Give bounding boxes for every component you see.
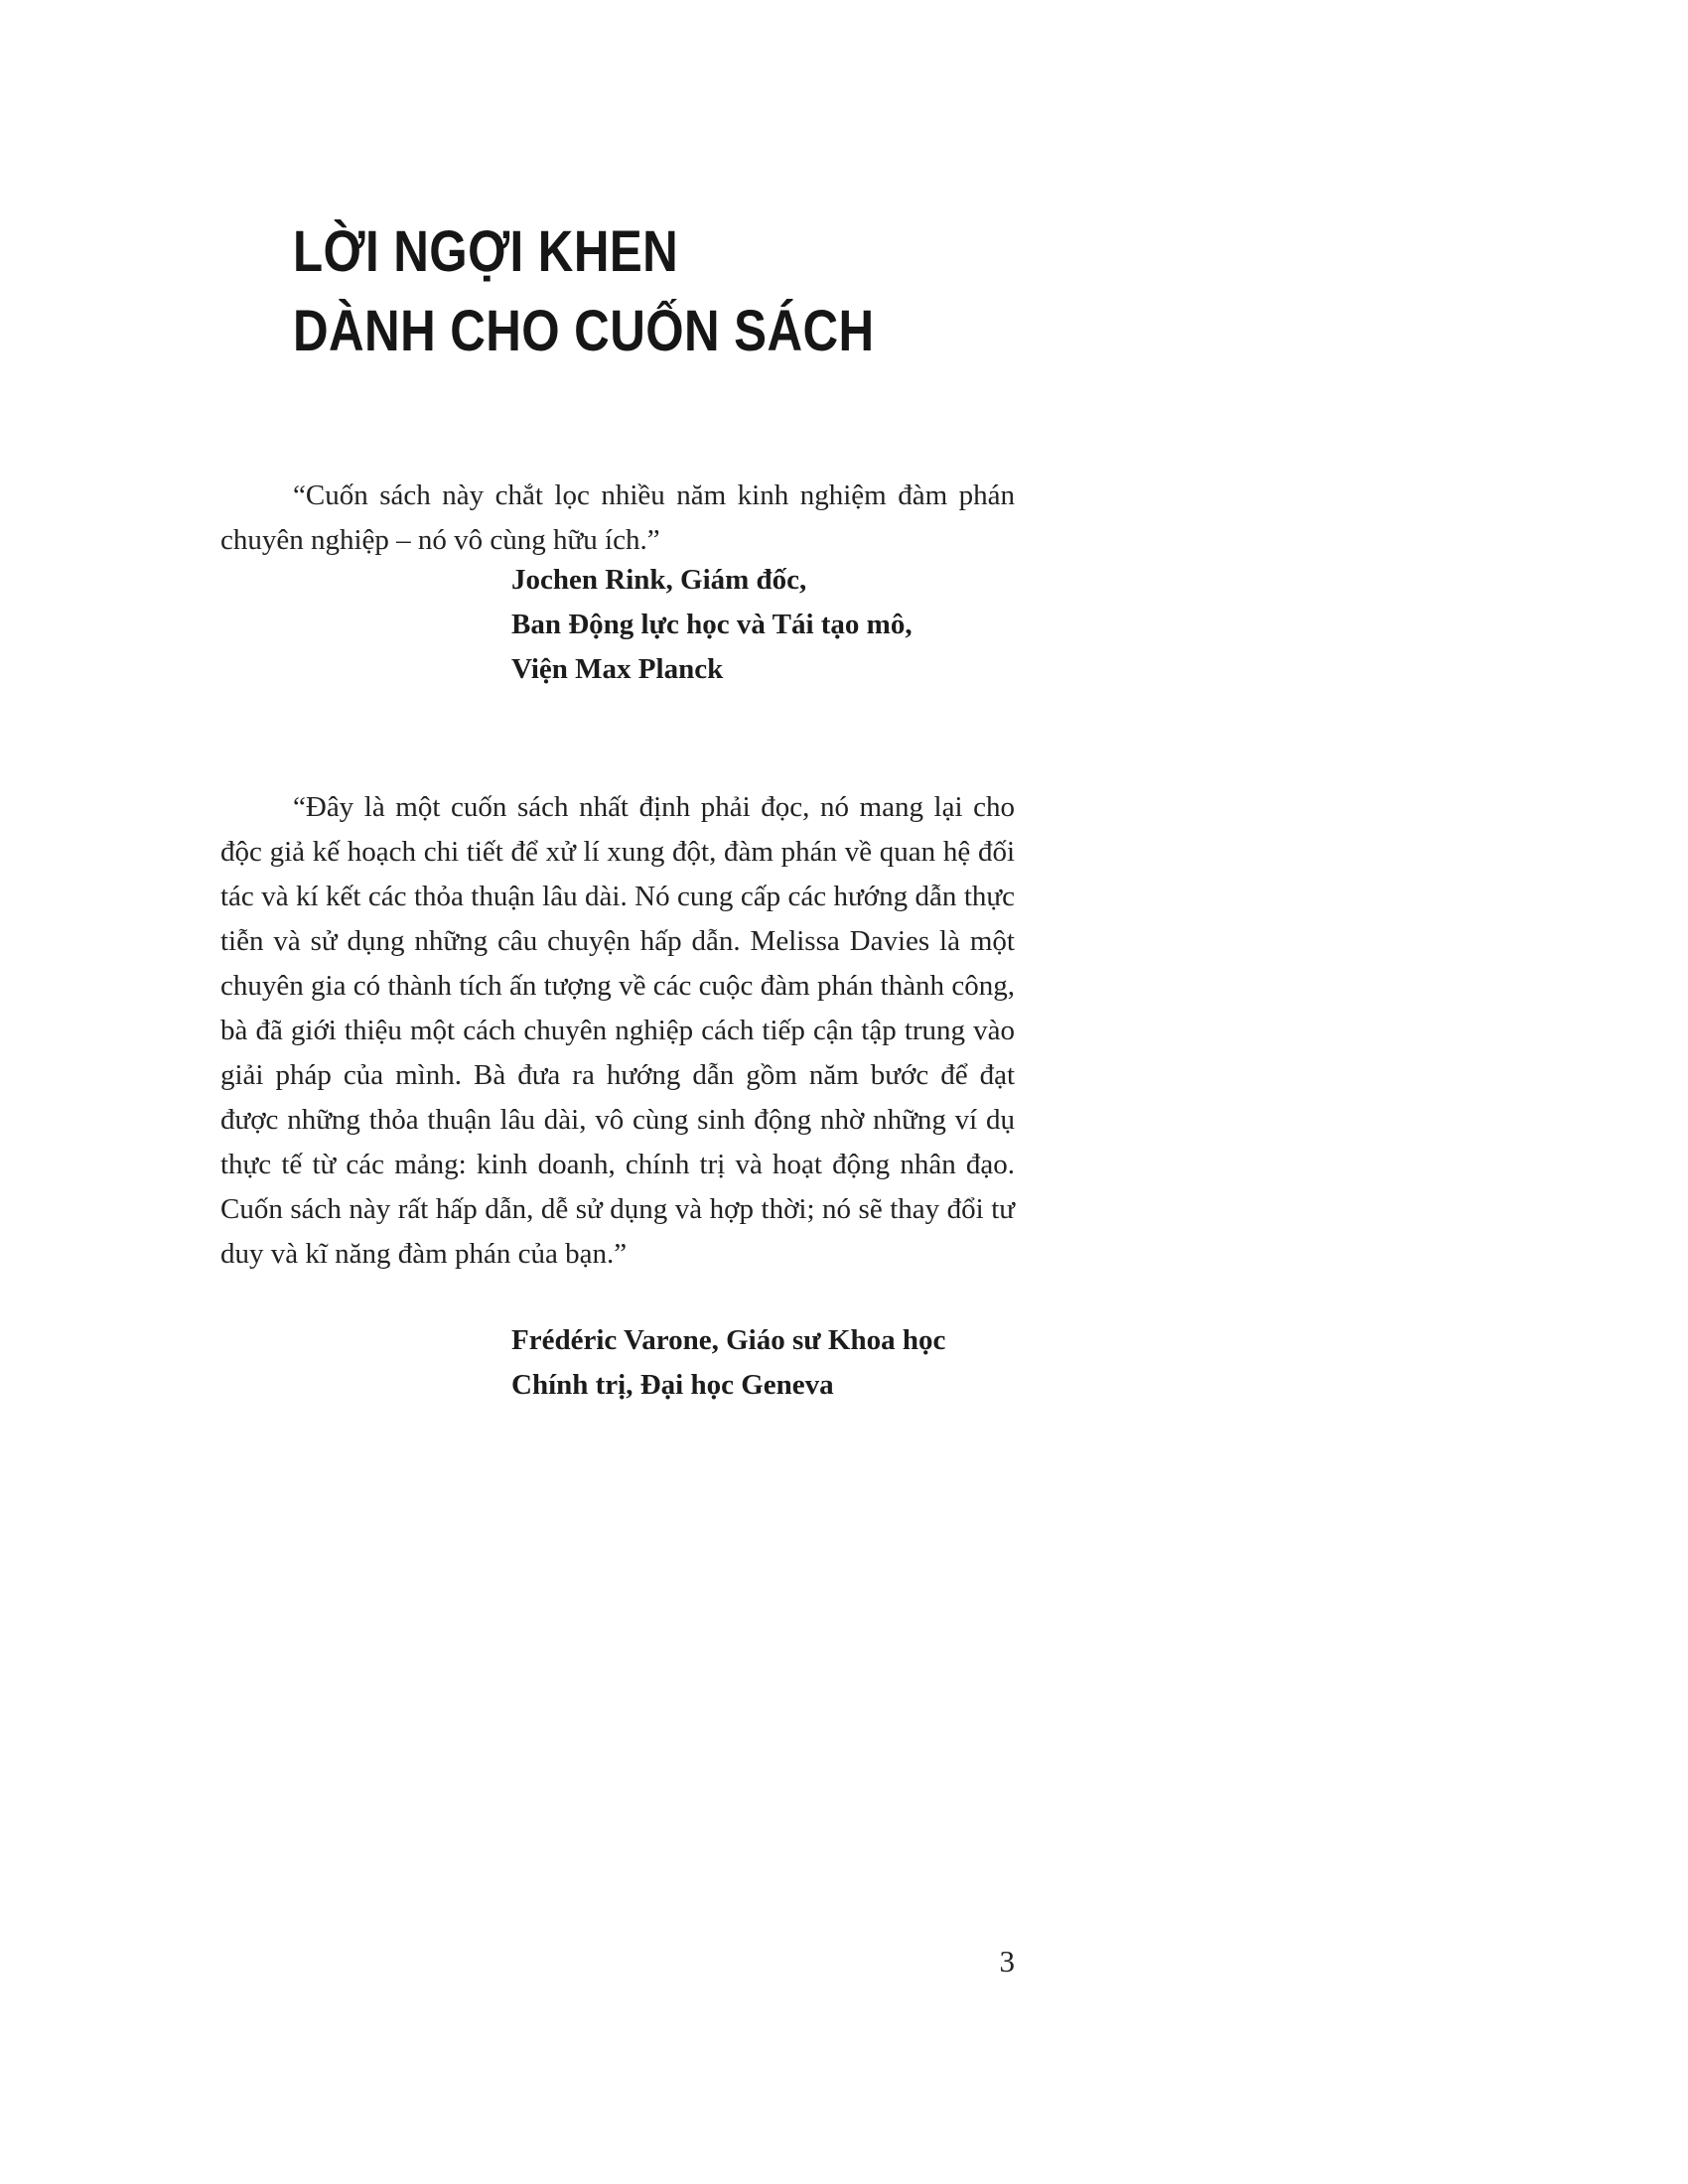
attribution-line: Jochen Rink, Giám đốc, [511,564,807,596]
attribution-line: Ban Động lực học và Tái tạo mô, [511,609,913,640]
quote-attribution-1 [511,558,913,692]
attribution-line: Viện Max Planck [511,653,724,685]
attribution-line: Frédéric Varone, Giáo sư Khoa học [511,1324,946,1356]
page-number: 3 [999,1944,1015,1979]
page-title-line-1: LỜI NGỢI KHEN [293,218,679,284]
quote-attribution-2 [511,1318,945,1408]
attribution-line: Chính trị, Đại học Geneva [511,1369,834,1401]
page-title-line-2: DÀNH CHO CUỐN SÁCH [293,298,875,363]
quote-paragraph-1: “Cuốn sách này chắt lọc nhiều năm kinh nghiệm đàm phán chuyên nghiệp – nó vô cùng hữu ích.” [220,479,1015,556]
quote-paragraph-2: “Đây là một cuốn sách nhất định phải đọc, nó mang lại cho độc giả kế hoạch chi tiết để xử lí xung đột, đàm phán về quan hệ đối tác và kí kết các thỏa thuận lâu dài. Nó cung cấp các hướng dẫn thực tiễn và sử dụng những câu chuyện hấp dẫn. Melissa Davies là một chuyên gia có thành tích ấn tượng về các cuộc đàm phán thành công, bà đã giới thiệu một cách chuyên nghiệp cách tiếp cận tập trung vào giải pháp của mình. Bà đưa ra hướng dẫn gồm năm bước để đạt được những thỏa thuận lâu dài, vô cùng sinh động nhờ những ví dụ thực tế từ các mảng: kinh doanh, chính trị và hoạt động nhân đạo. Cuốn sách này rất hấp dẫn, dễ sử dụng và hợp thời; nó sẽ thay đổi tư duy và kĩ năng đàm phán của bạn.” [220,791,1015,1270]
page-title [293,212,977,371]
